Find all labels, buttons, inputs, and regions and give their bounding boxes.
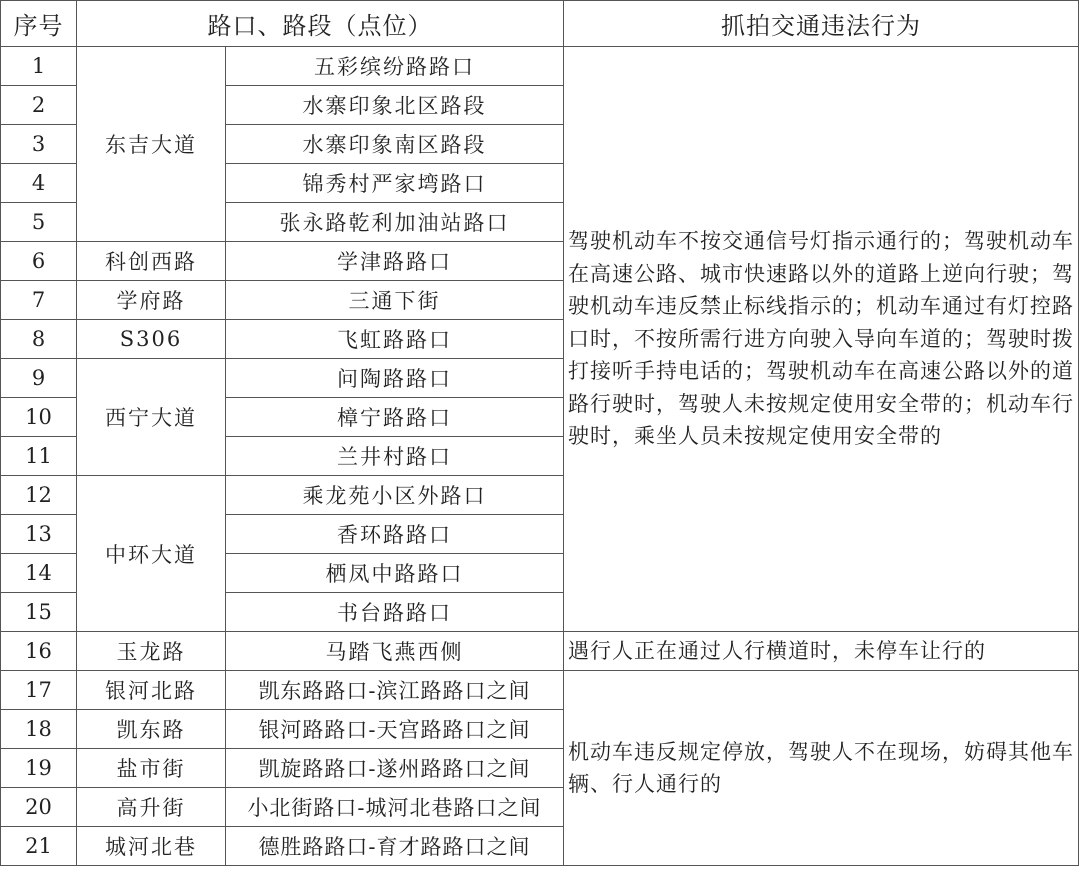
location-cell: 锦秀村严家塆路口 [226,164,564,203]
row-number: 12 [1,476,77,515]
location-cell: 凯旋路路口-遂州路路口之间 [226,749,564,788]
row-number: 10 [1,398,77,437]
behavior-cell: 驾驶机动车不按交通信号灯指示通行的；驾驶机动车在高速公路、城市快速路以外的道路上逆向行驶；驾驶机动车违反禁止标线指示的；机动车通过有灯控路口时，不按所需行进方向驶入导向车道的；驾驶时拨打接听手持电话的；驾驶机动车在高速公路以外的道路行驶时，驾驶人未按规定使用安全带的；机动车行驶时，乘坐人员未按规定使用安全带的 [564,47,1079,632]
row-number: 16 [1,632,77,671]
road-name: 学府路 [77,281,226,320]
location-cell: 水寨印象北区路段 [226,86,564,125]
behavior-cell: 机动车违反规定停放，驾驶人不在现场，妨碍其他车辆、行人通行的 [564,671,1079,866]
location-cell: 水寨印象南区路段 [226,125,564,164]
row-number: 8 [1,320,77,359]
table-row [1,47,1079,86]
row-number: 20 [1,788,77,827]
behavior-cell: 遇行人正在通过人行横道时，未停车让行的 [564,632,1079,671]
road-name: 高升街 [77,788,226,827]
row-number: 5 [1,203,77,242]
location-cell: 兰井村路口 [226,437,564,476]
road-name: 银河北路 [77,671,226,710]
row-number: 1 [1,47,77,86]
location-cell: 栖凤中路路口 [226,554,564,593]
location-cell: 书台路路口 [226,593,564,632]
location-cell: 问陶路路口 [226,359,564,398]
location-cell: 小北街路口-城河北巷路口之间 [226,788,564,827]
row-number: 4 [1,164,77,203]
row-number: 11 [1,437,77,476]
location-cell: 五彩缤纷路路口 [226,47,564,86]
location-cell: 张永路乾利加油站路口 [226,203,564,242]
road-name: 玉龙路 [77,632,226,671]
location-cell: 三通下街 [226,281,564,320]
row-number: 3 [1,125,77,164]
row-number: 15 [1,593,77,632]
table-row [1,671,1079,710]
location-cell: 香环路路口 [226,515,564,554]
location-cell: 樟宁路路口 [226,398,564,437]
row-number: 18 [1,710,77,749]
row-number: 17 [1,671,77,710]
location-cell: 银河路路口-天宫路路口之间 [226,710,564,749]
road-name: S306 [77,320,226,359]
location-cell: 乘龙苑小区外路口 [226,476,564,515]
row-number: 14 [1,554,77,593]
row-number: 7 [1,281,77,320]
row-number: 6 [1,242,77,281]
road-name: 盐市街 [77,749,226,788]
road-name: 科创西路 [77,242,226,281]
location-cell: 学津路路口 [226,242,564,281]
road-name: 城河北巷 [77,827,226,866]
header-row [1,1,1079,47]
row-number: 21 [1,827,77,866]
location-cell: 德胜路路口-育才路路口之间 [226,827,564,866]
road-name: 西宁大道 [77,359,226,476]
road-name: 东吉大道 [77,47,226,242]
header-no: 序号 [1,1,77,47]
road-name: 凯东路 [77,710,226,749]
row-number: 2 [1,86,77,125]
road-name: 中环大道 [77,476,226,632]
location-cell: 凯东路路口-滨江路路口之间 [226,671,564,710]
table-row [1,632,1079,671]
location-cell: 飞虹路路口 [226,320,564,359]
header-behavior: 抓拍交通违法行为 [564,1,1079,47]
location-cell: 马踏飞燕西侧 [226,632,564,671]
row-number: 19 [1,749,77,788]
header-location: 路口、路段（点位） [77,1,564,47]
row-number: 13 [1,515,77,554]
row-number: 9 [1,359,77,398]
